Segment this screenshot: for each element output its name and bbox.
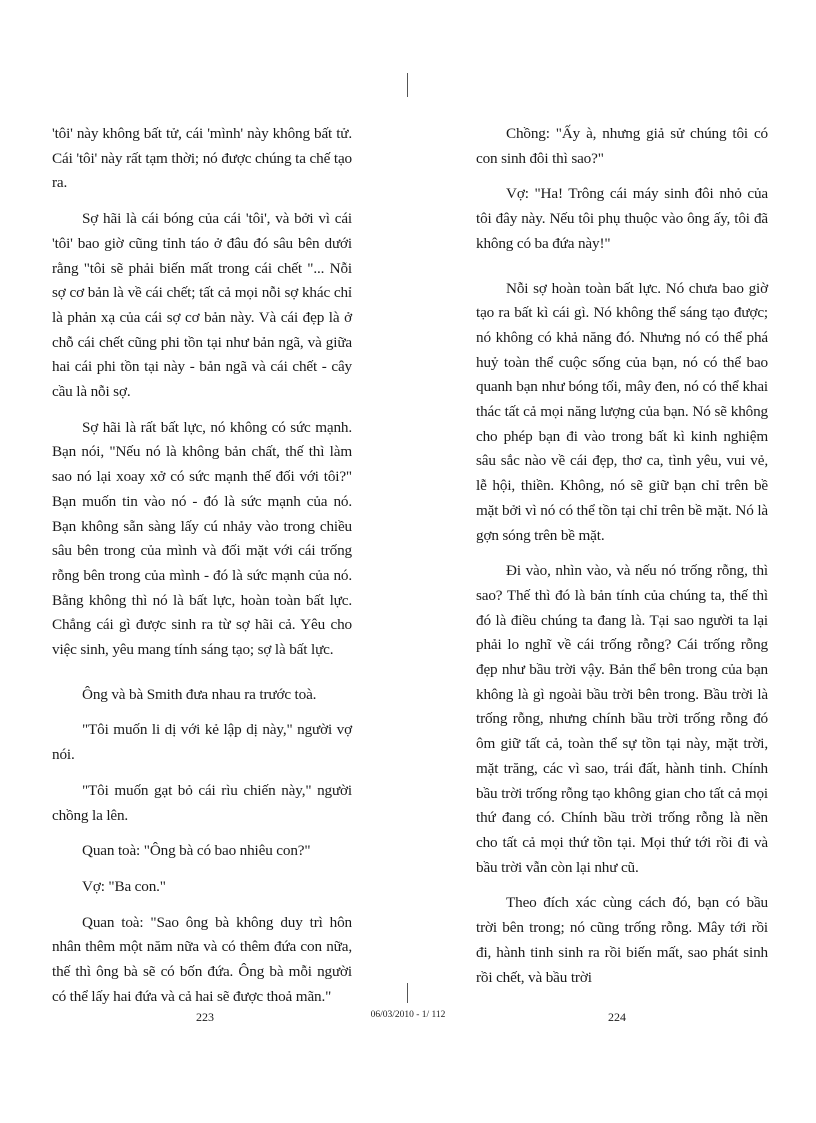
right-page-column [476, 122, 768, 990]
paragraph: Vợ: "Ha! Trông cái máy sinh đôi nhỏ của tôi đây này. Nếu tôi phụ thuộc vào ông ấy, tôi đã không có ba đứa này!" [476, 185, 768, 252]
print-stamp: 06/03/2010 - 1/ 112 [370, 1010, 446, 1020]
paragraph: Sợ hãi là rất bất lực, nó không có sức mạnh. Bạn nói, "Nếu nó là không bản chất, thế thì làm sao nó lại xoay xở có sức mạnh thế đối với tôi?" Bạn muốn tin vào nó - đó là sức mạnh của nó. Bạn không sẵn sàng lấy cú nhảy vào trong chiều sâu bên trong của mình và đối mặt với cái trống rỗng bên trong của mình - đó là sức mạnh của nó. Bằng không thì nó là bất lực, hoàn toàn bất lực. Chẳng cái gì được sinh ra từ sợ hãi cả. Yêu cho việc sinh, yêu mang tính sáng tạo; sợ là bất lực. [52, 418, 352, 659]
paragraph: Đi vào, nhìn vào, và nếu nó trống rỗng, thì sao? Thế thì đó là bản tính của chúng ta, thế thì đó là điều chúng ta đang là. Tại sao người ta lại phải lo nghĩ về cái trống rỗng? Cái trống rỗng đẹp như bầu trời vậy. Bản thể bên trong của bạn không là gì ngoài bầu trời bên trong. Bầu trời là trống rỗng, nhưng chính bầu trời trống rỗng đó ôm giữ tất cả, toàn thể sự tồn tại này, mặt trời, mặt trăng, các vì sao, trái đất, hành tinh. Chính bầu trời trống rỗng tạo không gian cho tất cả mọi thứ đang có. Chính bầu trời trống rỗng là nền cho tất cả mọi thứ tồn tại. Mọi thứ tới rồi đi và bầu trời vẫn còn lại như cũ. [476, 562, 768, 876]
paragraph: Quan toà: "Ông bà có bao nhiêu con?" [82, 842, 311, 860]
paragraph: Theo đích xác cùng cách đó, bạn có bầu trời bên trong; nó cũng trống rỗng. Mây tới rồi đi, hành tinh sinh ra rồi biến mất, sao phát sinh rồi chết, và bầu trời [476, 894, 768, 986]
paragraph: 'tôi' này không bất tử, cái 'mình' này không bất tử. Cái 'tôi' này rất tạm thời; nó được chúng ta chế tạo ra. [52, 125, 352, 192]
right-page-number: 224 [608, 1010, 626, 1024]
paragraph: Vợ: "Ba con." [82, 877, 166, 895]
paragraph: Sợ hãi là cái bóng của cái 'tôi', và bởi vì cái 'tôi' bao giờ cũng tỉnh táo ở đâu đó sâu bên dưới rằng "tôi sẽ phải biến mất trong cái chết "... Nỗi sợ cơ bản là về cái chết; tất cả mọi nỗi sợ khác chỉ là phản xạ của cái sợ cơ bản này. Và cái đẹp là ở chỗ cái chết cũng phi tồn tại như bản ngã, và giữa hai cái phi tồn tại này - bản ngã và cái chết - cây cầu là nỗi sợ. [52, 210, 352, 401]
left-page-column [52, 122, 352, 1010]
top-center-divider [407, 73, 408, 97]
paragraph: "Tôi muốn gạt bỏ cái rìu chiến này," người chồng la lên. [52, 781, 352, 824]
paragraph: Quan toà: "Sao ông bà không duy trì hôn nhân thêm một năm nữa và có thêm đứa con nữa, thế thì ông bà sẽ có bốn đứa. Ông bà mỗi người có thể lấy hai đứa và cả hai sẽ được thoả mãn." [52, 913, 352, 1005]
paragraph: Nỗi sợ hoàn toàn bất lực. Nó chưa bao giờ tạo ra bất kì cái gì. Nó không thể sáng tạo được; nó không có khả năng đó. Nhưng nó có thể phá huỷ toàn thể cuộc sống của bạn, nó có thể bao quanh bạn như bóng tối, mây đen, nó có thể khai thác tất cả mọi năng lượng của bạn. Nó sẽ không cho phép bạn đi vào trong bất kì kinh nghiệm sâu sắc nào về cái đẹp, thơ ca, tình yêu, vui vẻ, lễ hội, thiền. Không, nó sẽ giữ bạn chỉ trên bề mặt bởi vì nó có thể tồn tại chỉ trên bề mặt. Nó là gợn sóng trên bề mặt. [476, 279, 768, 544]
bottom-center-divider [407, 983, 408, 1003]
left-page-number: 223 [196, 1010, 214, 1024]
paragraph: Chồng: "Ấy à, nhưng giả sử chúng tôi có con sinh đôi thì sao?" [476, 125, 768, 167]
paragraph: "Tôi muốn li dị với kẻ lập dị này," người vợ nói. [52, 721, 352, 764]
paragraph: Ông và bà Smith đưa nhau ra trước toà. [82, 685, 317, 703]
